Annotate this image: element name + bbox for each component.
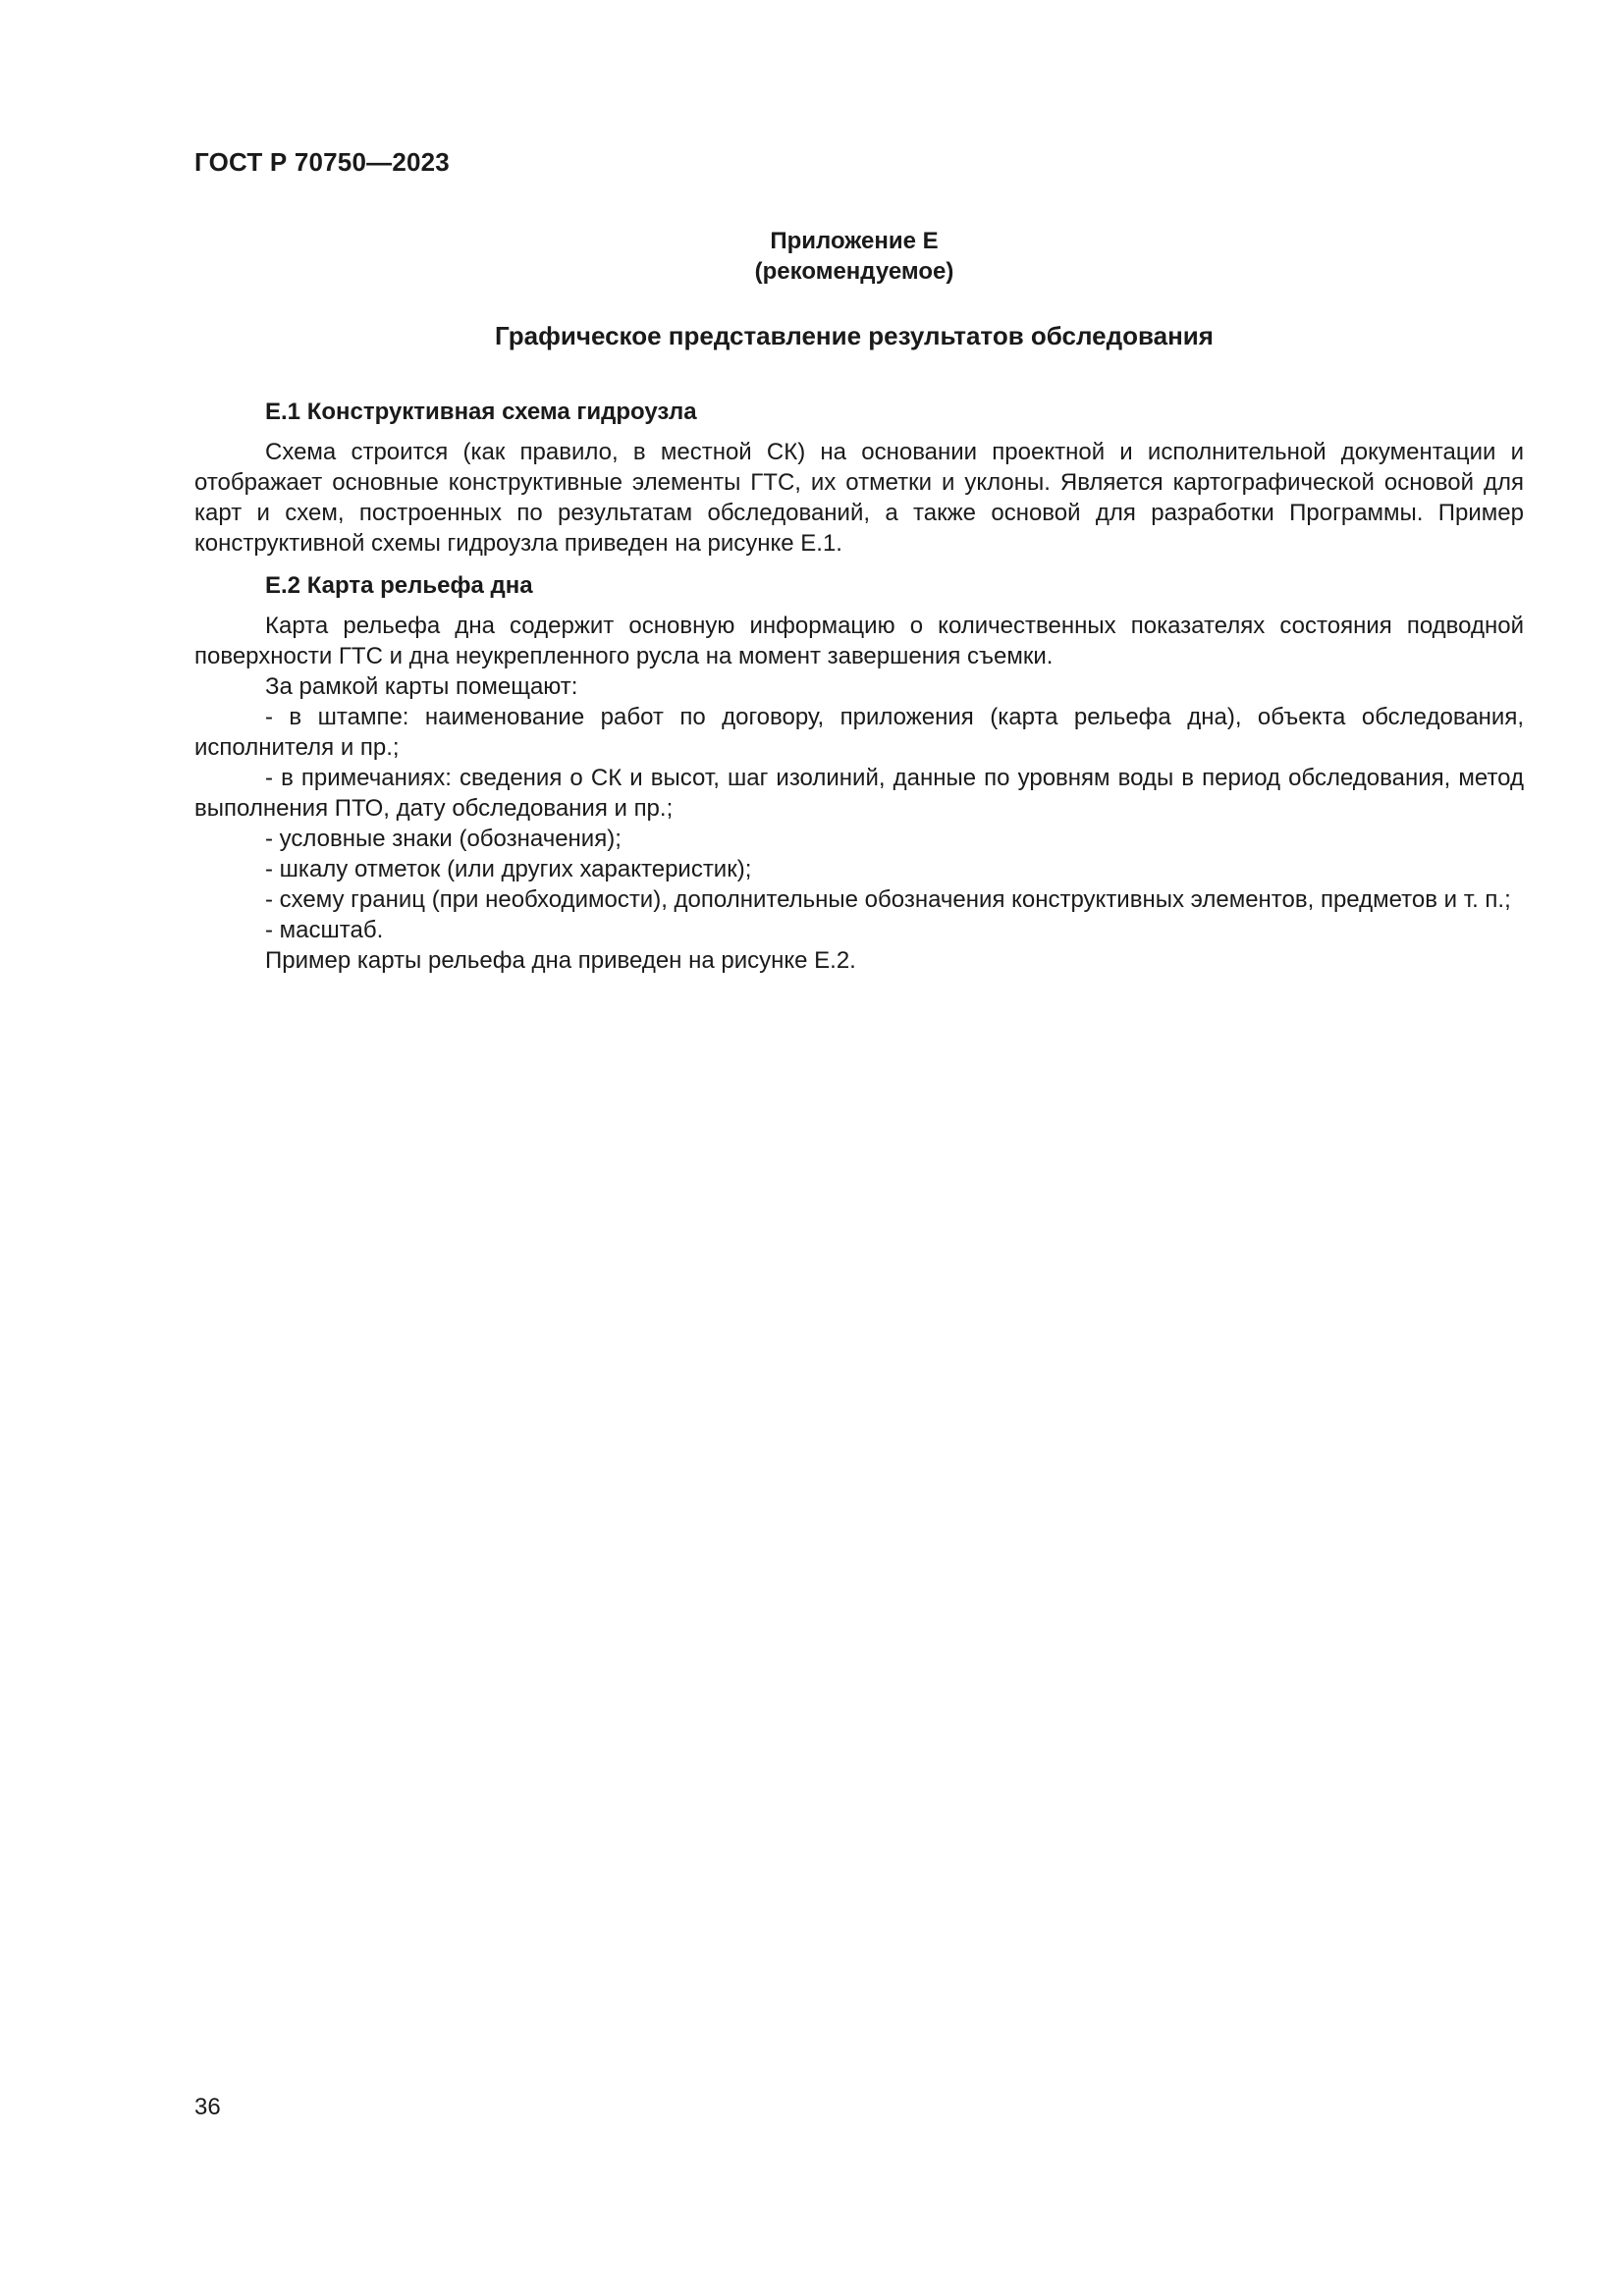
appendix-status: (рекомендуемое) [754,258,954,285]
list-item: - шкалу отметок (или других характеристик); [265,856,752,882]
section-1-paragraph: Схема строится (как правило, в местной СК) на основании проектной и исполнительной документации и отображает основные конструктивные элементы ГТС, их отметки и уклоны. Является картографической основой для карт и схем, построенных по результатам обследований, а также основой для разработки Программы. Пример конструктивной схемы гидроузла приведен на рисунке Е.1. [194,439,1524,557]
list-item: - условные знаки (обозначения); [265,826,622,852]
appendix-title: Приложение Е [770,228,939,254]
list-item: - в штампе: наименование работ по договору, приложения (карта рельефа дна), объекта обследования, исполнителя и пр.; [194,704,1524,761]
section-2-heading: Е.2 Карта рельефа дна [265,572,533,599]
appendix-heading: Графическое представление результатов обследования [495,321,1214,350]
section-2-intro: За рамкой карты помещают: [265,673,578,700]
document-code: ГОСТ Р 70750—2023 [194,147,450,177]
section-1-heading: Е.1 Конструктивная схема гидроузла [265,399,697,425]
section-2-conclusion: Пример карты рельефа дна приведен на рисунке Е.2. [265,947,856,974]
section-2-paragraph: Карта рельефа дна содержит основную информацию о количественных показателях состояния подводной поверхности ГТС и дна неукрепленного русла на момент завершения съемки. [194,613,1524,669]
list-item: - масштаб. [265,917,384,943]
section-gap [194,559,1524,570]
document-body [194,397,1524,976]
list-item: - схему границ (при необходимости), дополнительные обозначения конструктивных элементов, предметов и т. п.; [265,886,1511,913]
list-item: - в примечаниях: сведения о СК и высот, шаг изолиний, данные по уровням воды в период обследования, метод выполнения ПТО, дату обследования и пр.; [194,765,1524,822]
page-number: 36 [194,2094,221,2120]
